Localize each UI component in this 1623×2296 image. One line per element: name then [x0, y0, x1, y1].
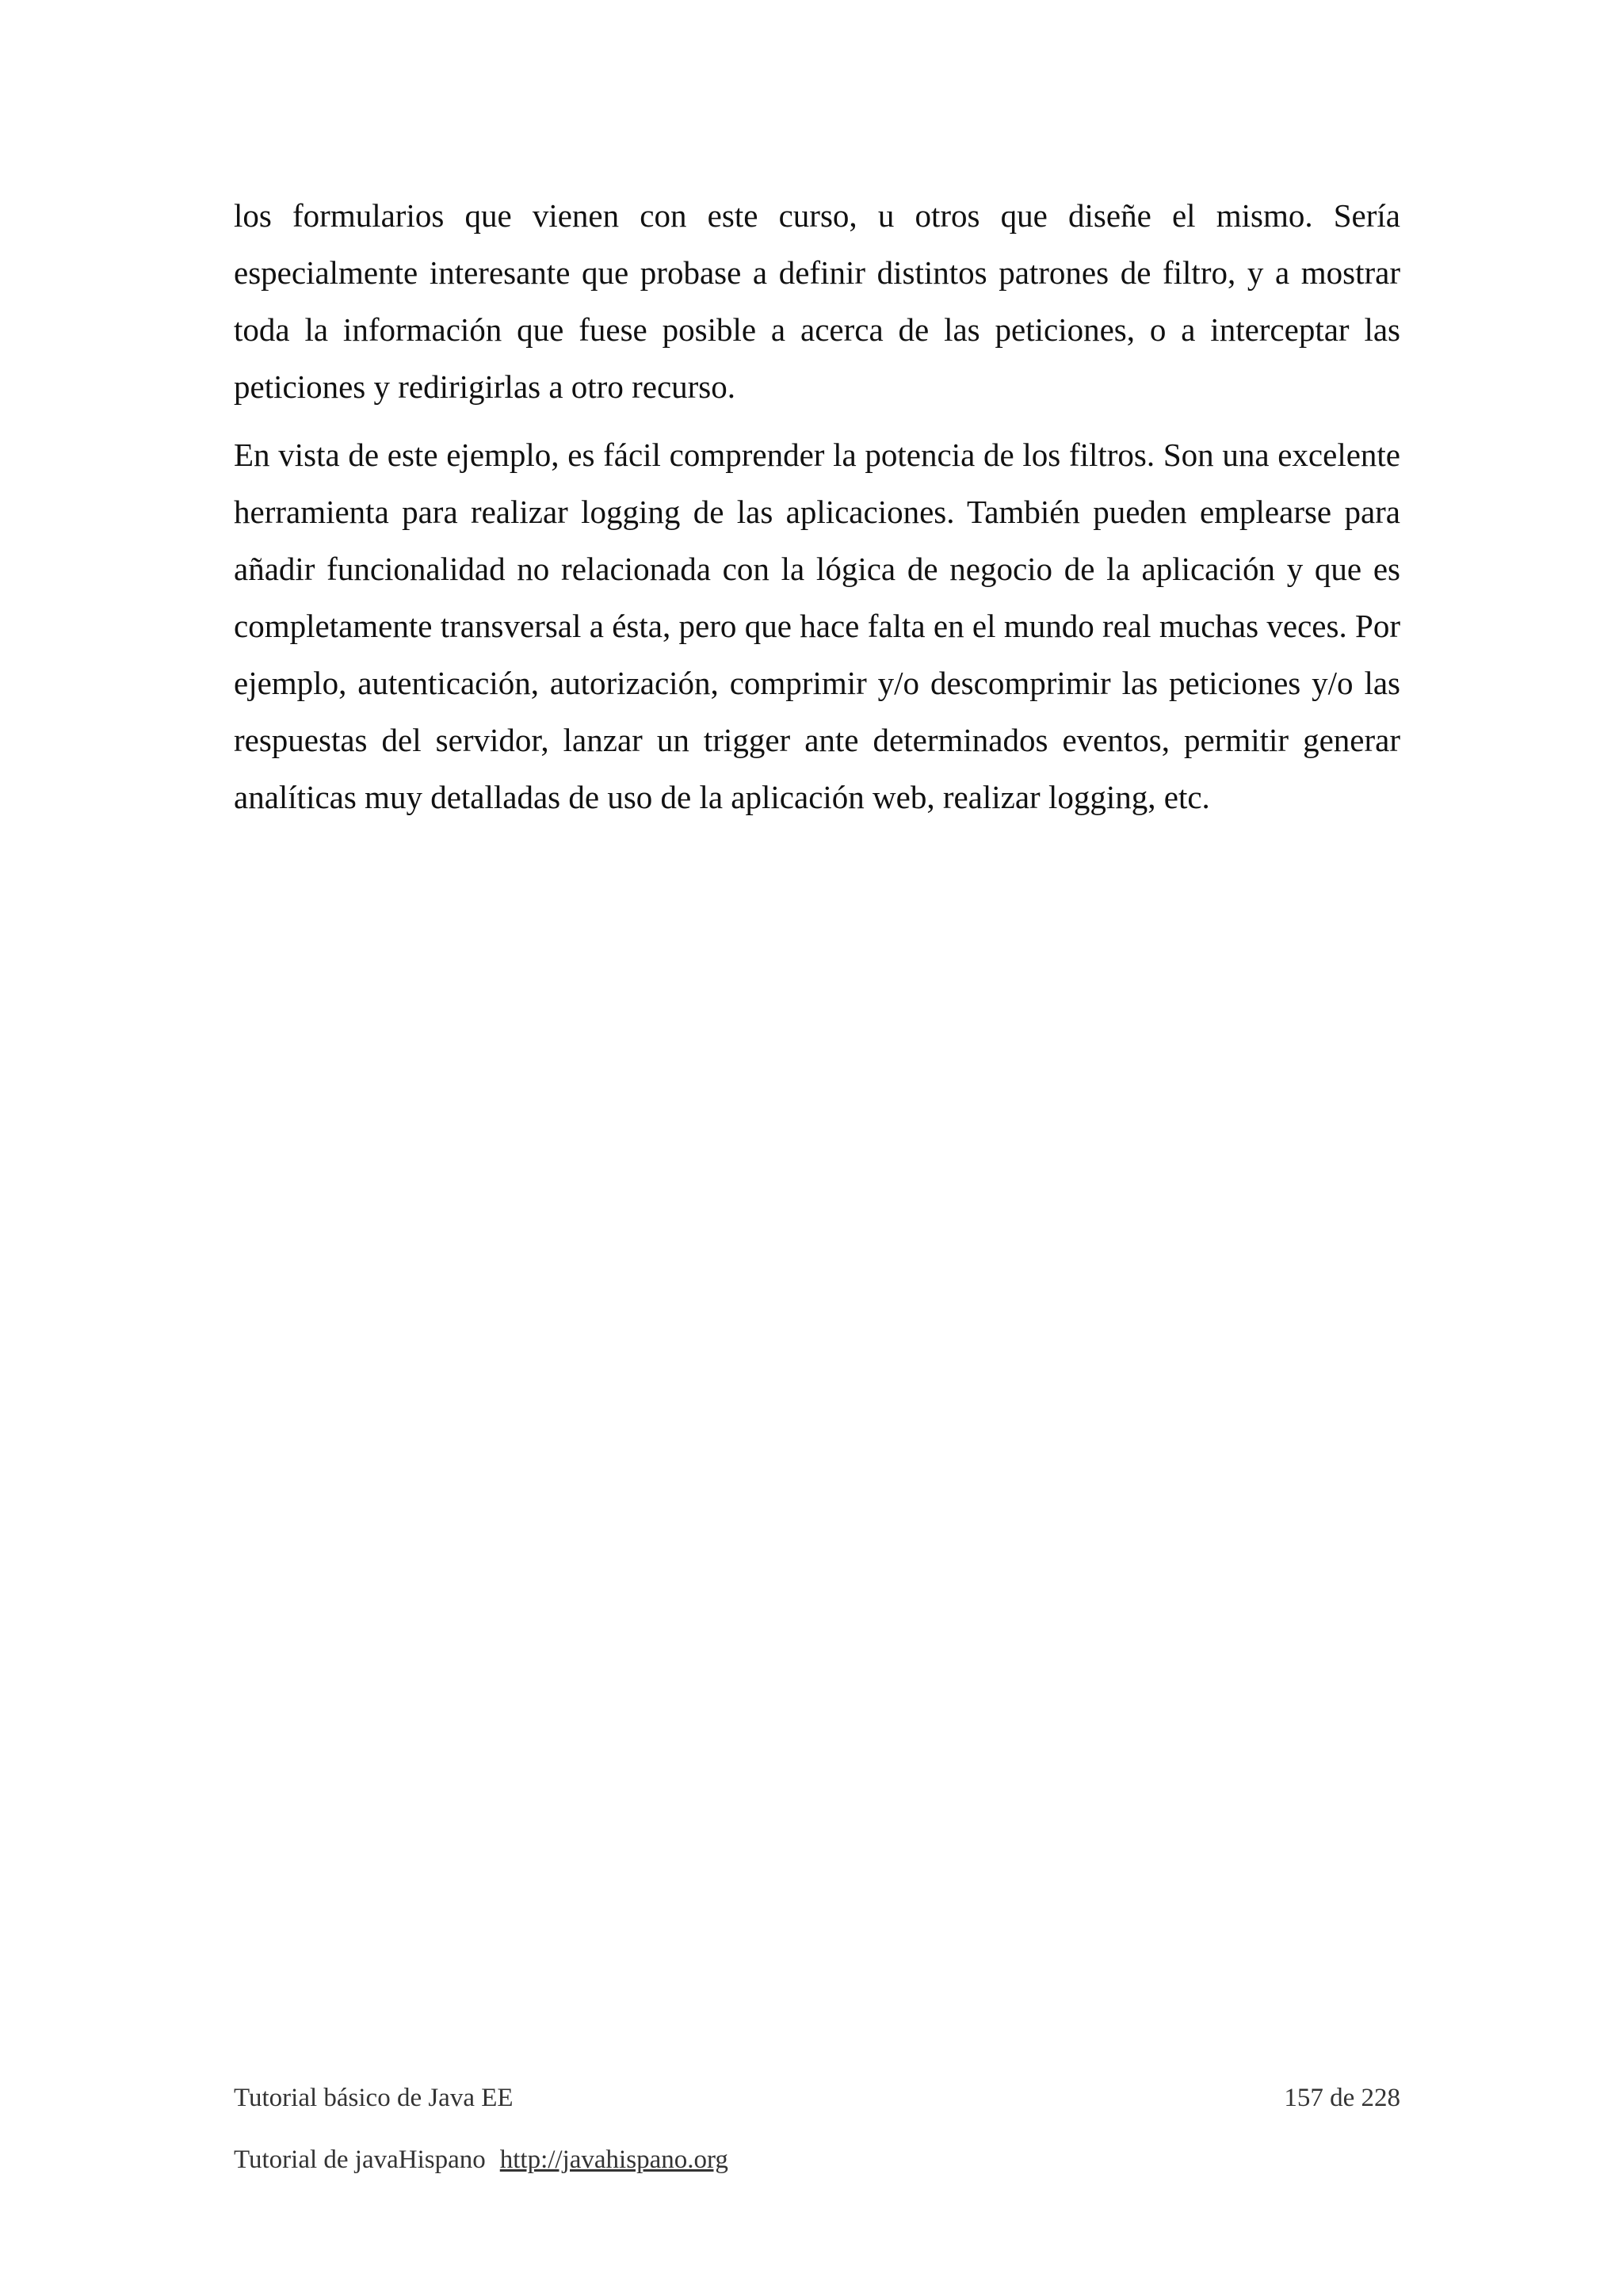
- footer-publisher: Tutorial de javaHispano: [234, 2145, 486, 2174]
- footer-doc-title: Tutorial básico de Java EE: [234, 2084, 514, 2112]
- paragraph-1: los formularios que vienen con este curso, u otros que diseñe el mismo. Sería especialmente interesante que probase a definir distintos patrones de filtro, y a mostrar toda la información que fuese posible a acerca de las peticiones, o a interceptar las peticiones y redirigirlas a otro recurso.: [234, 197, 1400, 405]
- footer-row-1: [234, 2084, 1400, 2113]
- body-text: [234, 187, 1400, 837]
- footer-row-2: [234, 2145, 1400, 2175]
- footer-page-number: 157 de 228: [1284, 2084, 1400, 2112]
- paragraph-2: En vista de este ejemplo, es fácil comprender la potencia de los filtros. Son una excelente herramienta para realizar logging de las aplicaciones. También pueden emplearse para añadir funcionalidad no relacionada con la lógica de negocio de la aplicación y que es completamente transversal a ésta, pero que hace falta en el mundo real muchas veces. Por ejemplo, autenticación, autorización, comprimir y/o descomprimir las peticiones y/o las respuestas del servidor, lanzar un trigger ante determinados eventos, permitir generar analíticas muy detalladas de uso de la aplicación web, realizar logging, etc.: [234, 437, 1400, 815]
- footer-link[interactable]: http://javahispano.org: [499, 2145, 728, 2174]
